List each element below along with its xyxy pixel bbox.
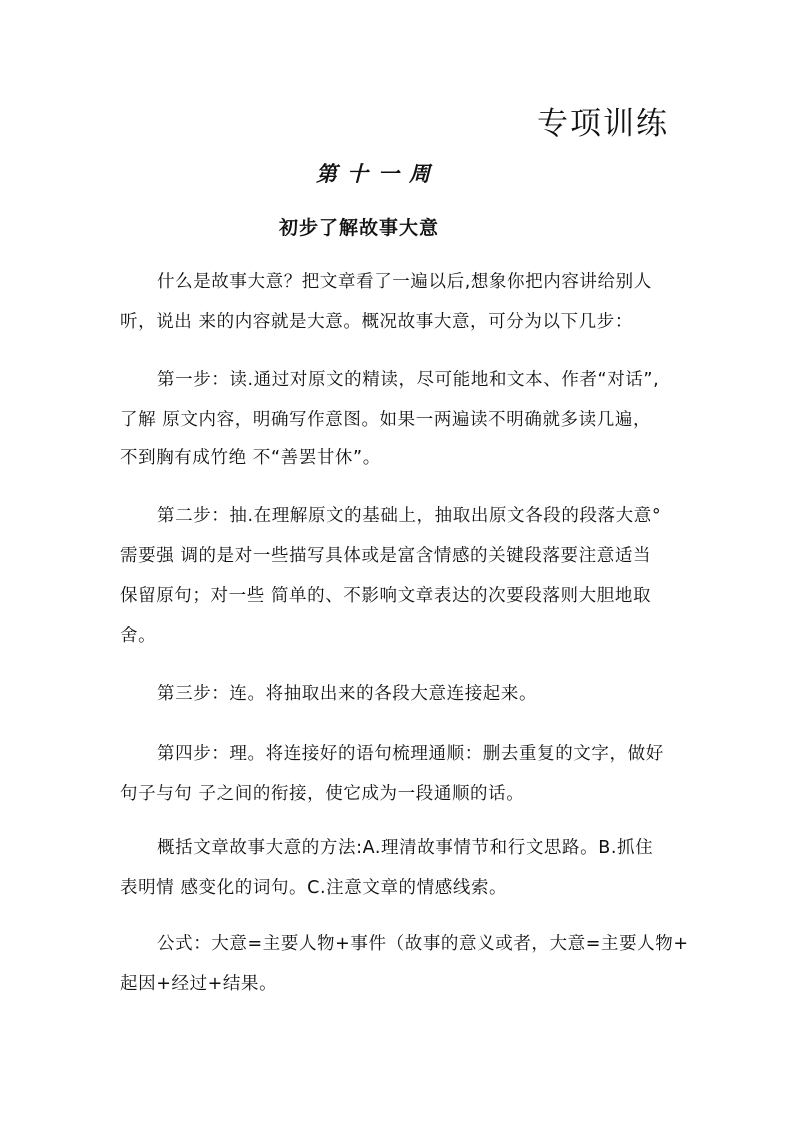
paragraph-line: 第三步：连。将抽取出来的各段大意连接起来。 bbox=[157, 684, 538, 704]
paragraph-line: 保留原句；对一些 简单的、不影响文章表达的次要段落则大胆地取 bbox=[120, 586, 652, 606]
paragraph-step-two bbox=[120, 496, 690, 656]
paragraph-step-four bbox=[120, 734, 690, 814]
section-subtitle: 初步了解故事大意 bbox=[279, 217, 440, 239]
paragraph-line: 起因+经过+结果。 bbox=[120, 974, 278, 994]
paragraph-line: 不到胸有成竹绝 不“善罢甘休”。 bbox=[120, 448, 381, 468]
paragraph-method bbox=[120, 828, 690, 908]
paragraph-line: 第四步：理。将连接好的语句梳理通顺：删去重复的文字，做好 bbox=[157, 744, 664, 764]
paragraph-what-is-main-idea bbox=[120, 262, 690, 342]
paragraph-line: 第二步：抽.在理解原文的基础上，抽取出原文各段的段落大意° bbox=[157, 506, 662, 526]
paragraph-line: 什么是故事大意？把文章看了一遍以后,想象你把内容讲给别人 bbox=[157, 272, 652, 292]
paragraph-line: 听，说出 来的内容就是大意。概况故事大意，可分为以下几步： bbox=[120, 312, 633, 332]
paragraph-line: 需要强 调的是对一些描写具体或是富含情感的关键段落要注意适当 bbox=[120, 546, 652, 566]
paragraph-line: 了解 原文内容，明确写作意图。如果一两遍读不明确就多读几遍， bbox=[120, 410, 652, 430]
paragraph-line: 舍。 bbox=[120, 626, 157, 646]
page-header-title: 专项训练 bbox=[537, 106, 669, 142]
paragraph-line: 公式：大意=主要人物+事件（故事的意义或者，大意=主要人物+ bbox=[157, 934, 689, 954]
paragraph-line: 概括文章故事大意的方法:A.理清故事情节和行文思路。B.抓住 bbox=[157, 838, 654, 858]
week-heading: 第十一周 bbox=[316, 161, 440, 186]
paragraph-formula bbox=[120, 924, 690, 1004]
paragraph-line: 句子与句 子之间的衔接，使它成为一段通顺的话。 bbox=[120, 784, 525, 804]
paragraph-line: 第一步：读.通过对原文的精读，尽可能地和文本、作者“对话”, bbox=[157, 370, 660, 390]
paragraph-step-one bbox=[120, 360, 690, 476]
paragraph-line: 表明情 感变化的词句。C.注意文章的情感线索。 bbox=[120, 878, 508, 898]
paragraph-step-three bbox=[120, 674, 690, 714]
